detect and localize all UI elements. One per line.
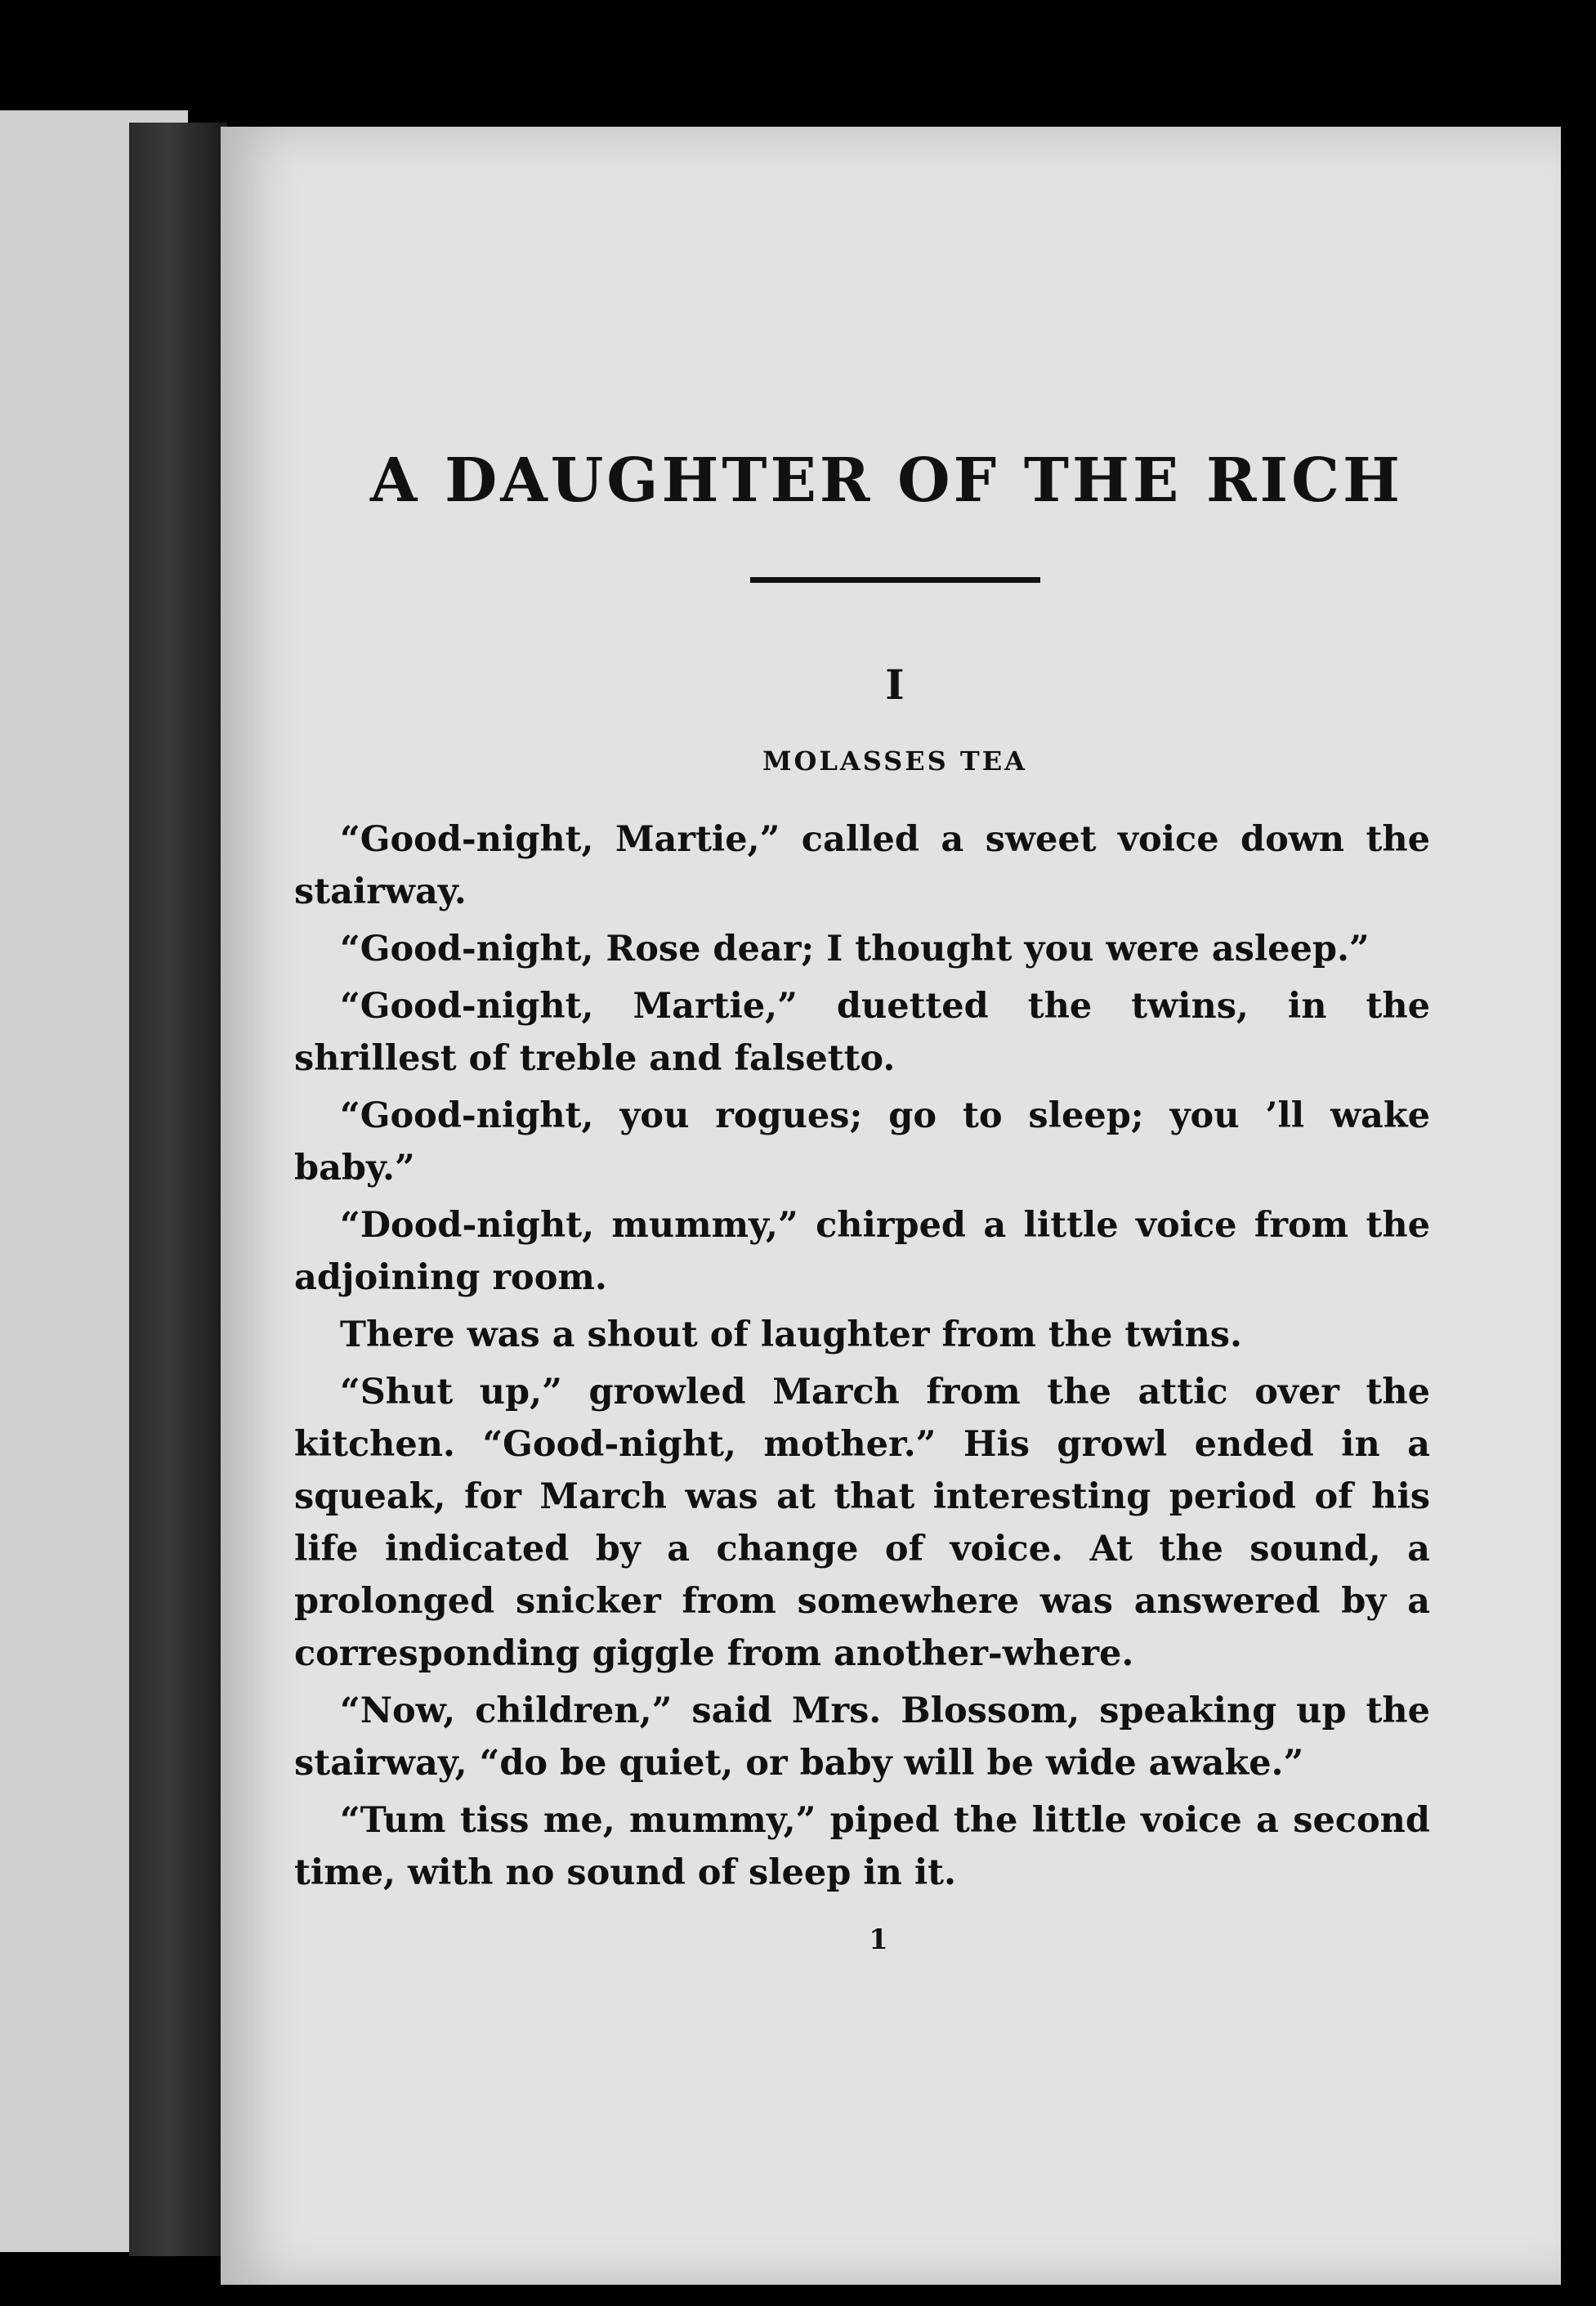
book-title: A DAUGHTER OF THE RICH [370, 446, 1403, 516]
chapter-body [294, 813, 1430, 1899]
paragraph: There was a shout of laughter from the twins. [340, 1314, 1242, 1355]
paragraph: “Dood-night, mummy,” chirped a little voice from the adjoining room. [294, 1205, 1430, 1298]
book-spine [129, 123, 227, 2256]
paragraph: “Shut up,” growled March from the attic over the kitchen. “Good-night, mother.” His growl ended in a squeak, for March was at that interesting period of his life indicated by a change of voice. At the sound, a prolonged snicker from somewhere was answered by a corresponding giggle from another-where. [294, 1372, 1430, 1674]
paragraph: “Good-night, you rogues; go to sleep; you ’ll wake baby.” [294, 1095, 1430, 1189]
paragraph: “Now, children,” said Mrs. Blossom, speaking up the stairway, “do be quiet, or baby will be wide awake.” [294, 1690, 1430, 1784]
paragraph: “Tum tiss me, mummy,” piped the little voice a second time, with no sound of sleep in it. [294, 1800, 1430, 1893]
page-content [294, 446, 1430, 1956]
paragraph: “Good-night, Martie,” duetted the twins, in the shrillest of treble and falsetto. [294, 986, 1430, 1079]
title-rule [750, 577, 1040, 583]
chapter-number: I [885, 660, 905, 709]
paragraph: “Good-night, Martie,” called a sweet voice down the stairway. [294, 819, 1430, 912]
book-page [221, 127, 1561, 2285]
paragraph: “Good-night, Rose dear; I thought you were asleep.” [340, 929, 1370, 969]
page-number: 1 [869, 1923, 888, 1956]
chapter-title: MOLASSES TEA [762, 746, 1027, 777]
